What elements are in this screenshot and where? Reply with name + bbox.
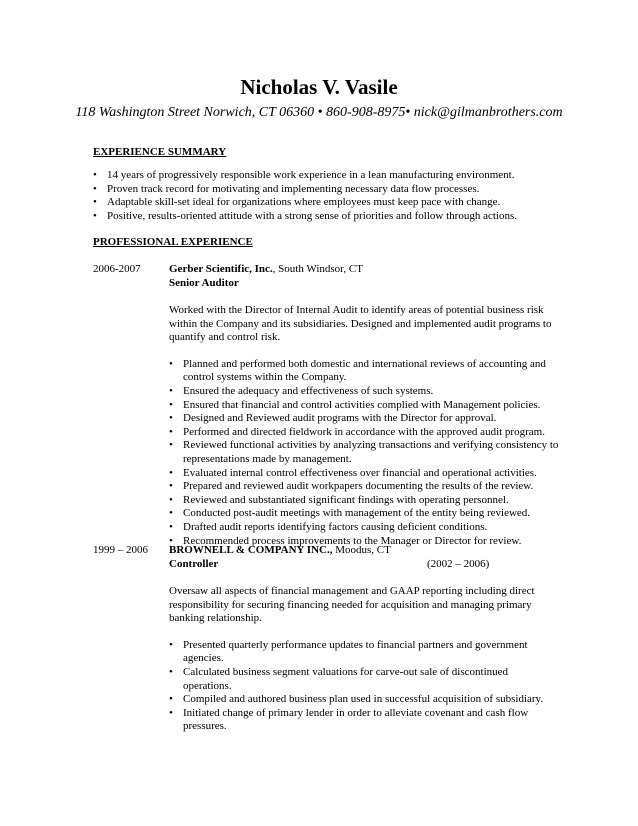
company-line	[169, 543, 559, 557]
job-bullet: • Conducted post-audit meetings with management of the entity being reviewed.	[169, 507, 531, 520]
job-bullet: • Ensured the adequacy and effectiveness of such systems.	[169, 384, 434, 397]
company-name: Gerber Scientific, Inc.	[169, 263, 273, 275]
job-bullets	[169, 639, 559, 734]
bullet-icon: •	[169, 439, 173, 452]
summary-item: • 14 years of progressively responsible work experience in a lean manufacturing environment.	[93, 169, 515, 181]
bullet-icon: •	[169, 412, 173, 425]
job-dates: 1999 – 2006	[93, 544, 148, 556]
job-description: Oversaw all aspects of financial management and GAAP reporting including direct responsibility for securing financing needed for acquisition and managing primary banking relationship.	[169, 585, 535, 625]
experience-summary-heading: EXPERIENCE SUMMARY	[93, 146, 227, 158]
candidate-name: Nicholas V. Vasile	[240, 75, 398, 99]
job-bullet: • Presented quarterly performance updates to financial partners and government agencies.	[169, 638, 528, 665]
professional-experience-heading: PROFESSIONAL EXPERIENCE	[93, 236, 253, 248]
job-bullet: • Reviewed and substantiated significant findings with operating personnel.	[169, 493, 509, 506]
title-period: (2002 – 2006)	[427, 558, 490, 570]
job-dates: 2006-2007	[93, 263, 141, 275]
bullet-icon: •	[169, 398, 173, 411]
job-bullet: • Designed and Reviewed audit programs with the Director for approval.	[169, 412, 497, 425]
bullet-icon: •	[169, 493, 173, 506]
summary-item: • Positive, results-oriented attitude with a strong sense of priorities and follow through actions.	[93, 209, 517, 222]
bullet-icon: •	[93, 182, 97, 195]
summary-item: • Proven track record for motivating and implementing necessary data flow processes.	[93, 182, 480, 195]
company-line	[169, 262, 559, 276]
job-bullet: • Evaluated internal control effectiveness over financial and operational activities.	[169, 466, 537, 479]
job-entry	[169, 262, 559, 548]
bullet-icon: •	[169, 466, 173, 479]
job-bullet: • Reviewed functional activities by analyzing transactions and verifying consistency to representations made by management.	[169, 439, 559, 465]
job-bullets	[169, 358, 559, 548]
job-bullet: • Prepared and reviewed audit workpapers documenting the results of the review.	[169, 480, 534, 493]
job-bullet: • Calculated business segment valuations for carve-out sale of discontinued operations.	[169, 665, 509, 692]
job-title: Senior Auditor	[169, 277, 239, 289]
job-title: Controller (2002 – 2006)	[169, 558, 490, 570]
bullet-icon: •	[169, 384, 173, 397]
bullet-icon: •	[169, 534, 173, 547]
bullet-icon: •	[169, 693, 173, 706]
job-entry	[169, 543, 559, 734]
bullet-icon: •	[93, 196, 97, 209]
job-bullet: • Ensured that financial and control activities complied with Management policies.	[169, 398, 541, 411]
bullet-icon: •	[169, 507, 173, 520]
bullet-icon: •	[169, 665, 173, 678]
summary-list	[93, 169, 553, 223]
bullet-icon: •	[169, 706, 173, 719]
job-bullet: • Performed and directed fieldwork in accordance with the approved audit program.	[169, 425, 545, 438]
bullet-icon: •	[169, 425, 173, 438]
job-bullet: • Compiled and authored business plan used in successful acquisition of subsidiary.	[169, 693, 544, 706]
company-location: Moodus, CT	[332, 544, 391, 556]
bullet-icon: •	[169, 520, 173, 533]
job-bullet: • Planned and performed both domestic and international reviews of accounting and control systems within the Company.	[169, 357, 546, 384]
job-bullet: • Recommended process improvements to the Manager or Director for review.	[169, 534, 522, 547]
summary-item: • Adaptable skill-set ideal for organizations where employees must keep pace with change.	[93, 196, 501, 209]
bullet-icon: •	[169, 638, 173, 651]
bullet-icon: •	[169, 357, 173, 370]
company-location: , South Windsor, CT	[272, 263, 363, 275]
bullet-icon: •	[169, 480, 173, 493]
job-bullet: • Initiated change of primary lender in order to alleviate covenant and cash flow pressures.	[169, 706, 529, 733]
bullet-icon: •	[93, 209, 97, 222]
job-description: Worked with the Director of Internal Audit to identify areas of potential business risk within the Company and its subsidiaries. Designed and implemented audit programs to quantify and control risk.	[169, 304, 552, 344]
job-bullet: • Drafted audit reports identifying factors causing deficient conditions.	[169, 520, 488, 533]
contact-line: 118 Washington Street Norwich, CT 06360 • 860-908-8975• nick@gilmanbrothers.com	[75, 105, 563, 120]
company-name: BROWNELL & COMPANY INC.,	[169, 544, 333, 556]
bullet-icon: •	[93, 169, 97, 181]
